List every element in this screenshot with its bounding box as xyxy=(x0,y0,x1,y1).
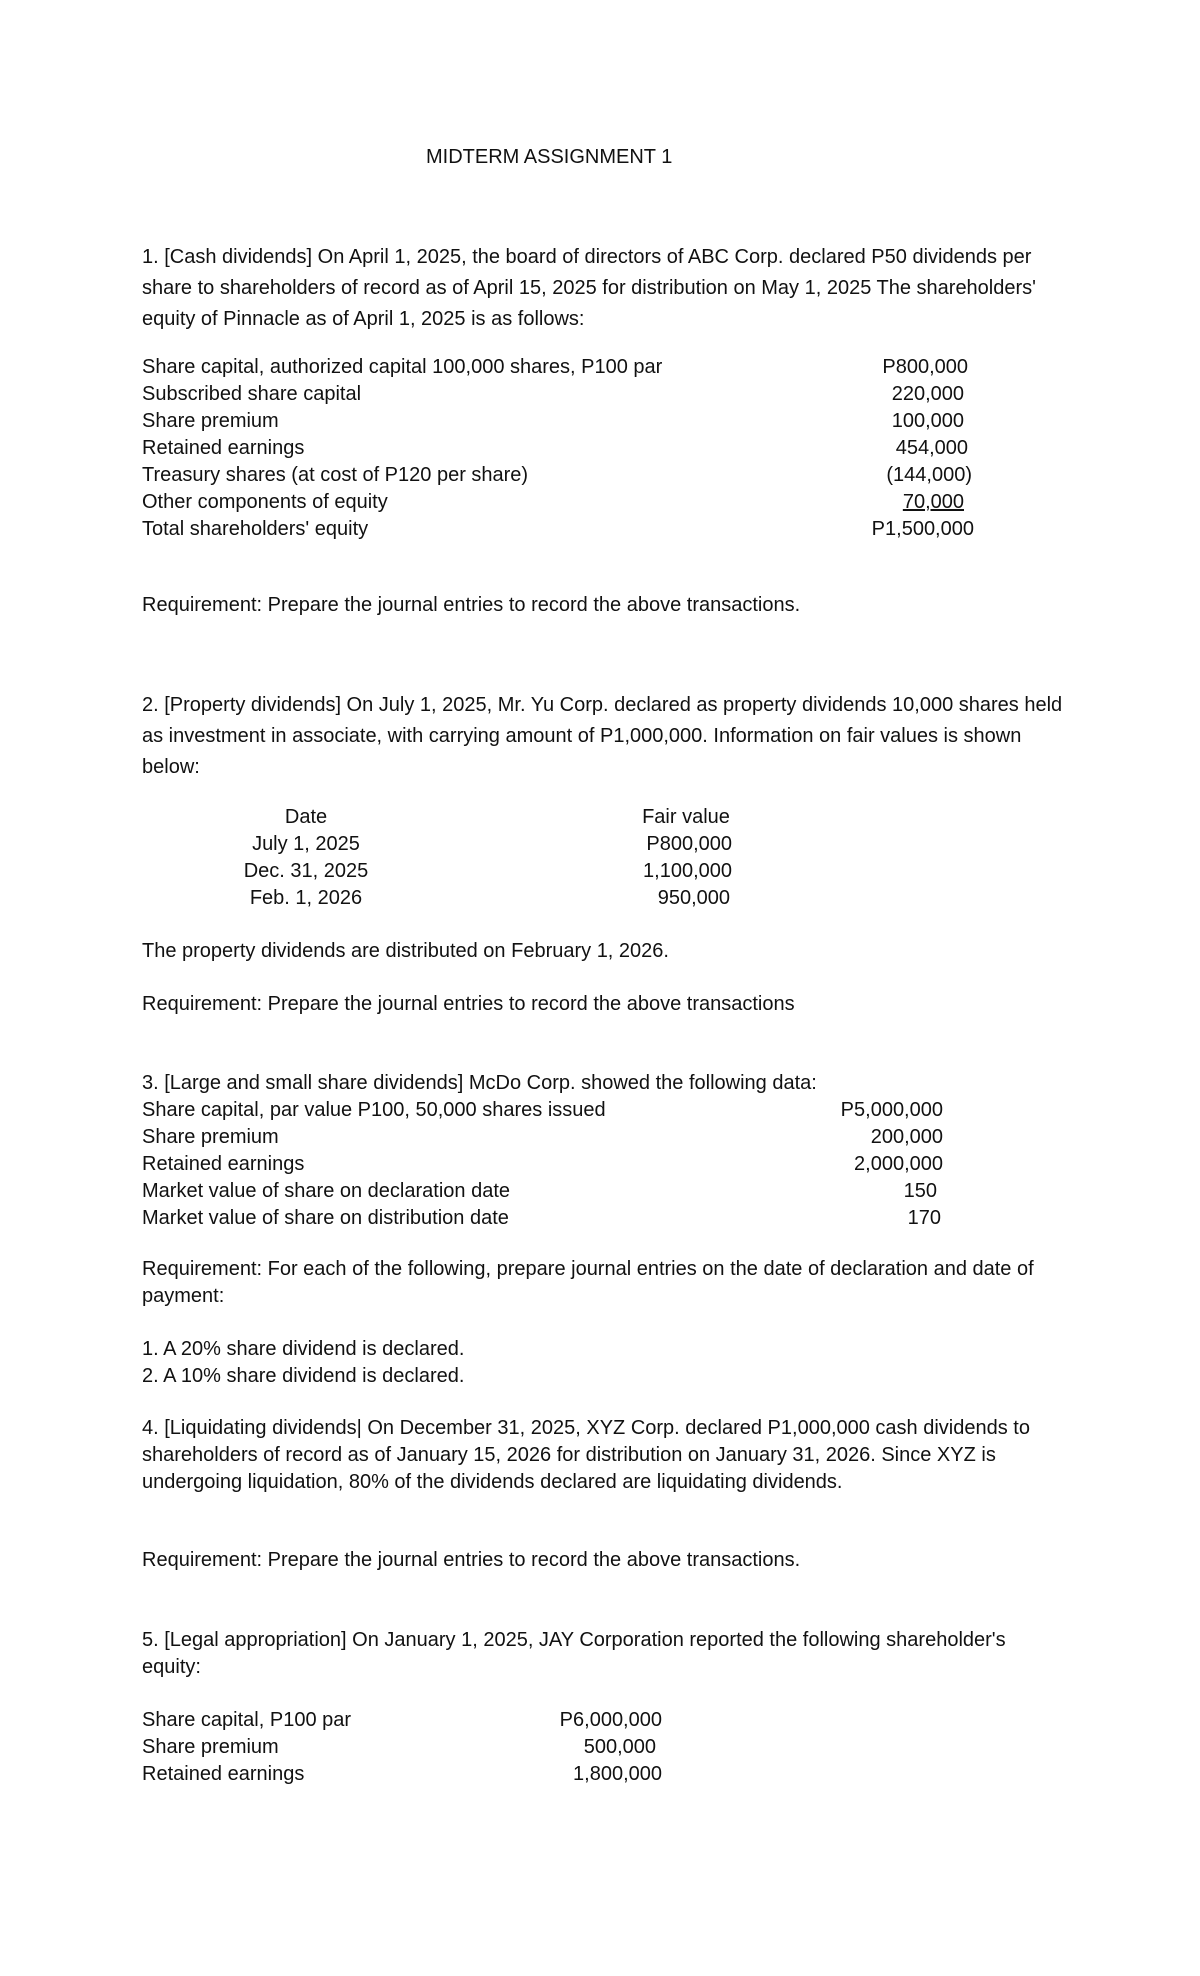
table-row xyxy=(142,1205,942,1232)
row-label: Retained earnings xyxy=(142,437,305,459)
table-row xyxy=(142,435,968,462)
q5-text: 5. [Legal appropriation] On January 1, 2025, JAY Corporation reported the following shareholder's equity: xyxy=(142,1629,1006,1678)
column-header-date: Date xyxy=(284,806,328,828)
row-label: Retained earnings xyxy=(142,1763,305,1785)
row-amount: P800,000 xyxy=(882,356,968,378)
table-row xyxy=(142,1707,662,1734)
row-label: Share premium xyxy=(142,1736,279,1758)
row-label: Share capital, authorized capital 100,000 shares, P100 par xyxy=(142,356,663,378)
row-label: Subscribed share capital xyxy=(142,383,362,405)
row-amount: P1,500,000 xyxy=(871,518,974,540)
row-amount: 100,000 xyxy=(891,410,964,432)
row-label: Market value of share on distribution date xyxy=(142,1207,509,1229)
table-row xyxy=(142,489,964,516)
row-label: Share premium xyxy=(142,410,279,432)
row-label: Share capital, par value P100, 50,000 shares issued xyxy=(142,1099,606,1121)
table-row xyxy=(142,1761,662,1788)
q3-requirement: Requirement: For each of the following, prepare journal entries on the date of declaration and date of payment: xyxy=(142,1258,1034,1307)
q2-requirement: Requirement: Prepare the journal entries to record the above transactions xyxy=(142,993,795,1015)
q1-text: 1. [Cash dividends] On April 1, 2025, the board of directors of ABC Corp. declared P50 dividends per share to shareholders of record as of April 15, 2025 for distribution on May 1, 2025 The shareholders' equity of Pinnacle as of April 1, 2025 is as follows: xyxy=(142,246,1036,330)
table-row xyxy=(142,1097,942,1124)
page-title: MIDTERM ASSIGNMENT 1 xyxy=(426,146,673,168)
row-amount: 70,000 xyxy=(902,491,964,513)
q4-text: 4. [Liquidating dividends| On December 31, 2025, XYZ Corp. declared P1,000,000 cash dividends to shareholders of record as of January 15, 2026 for distribution on January 31, 2026. Since XYZ is undergoing liquidation, 80% of the dividends declared are liquidating dividends. xyxy=(142,1417,1030,1493)
row-amount: 200,000 xyxy=(870,1126,943,1148)
date-cell: Feb. 1, 2026 xyxy=(249,887,363,909)
value-cell: 1,100,000 xyxy=(643,860,732,882)
table-row xyxy=(142,516,974,543)
row-amount: 2,000,000 xyxy=(854,1153,943,1175)
row-amount: P5,000,000 xyxy=(840,1099,943,1121)
row-label: Share capital, P100 par xyxy=(142,1709,352,1731)
q4-requirement: Requirement: Prepare the journal entries to record the above transactions. xyxy=(142,1549,801,1571)
row-amount: 220,000 xyxy=(891,383,964,405)
list-item: 2. A 10% share dividend is declared. xyxy=(142,1365,465,1387)
row-label: Total shareholders' equity xyxy=(142,518,369,540)
row-amount: 150 xyxy=(903,1180,937,1202)
table-row xyxy=(142,1124,942,1151)
q1-requirement: Requirement: Prepare the journal entries to record the above transactions. xyxy=(142,594,801,616)
row-label: Market value of share on declaration date xyxy=(142,1180,510,1202)
table-row xyxy=(142,381,964,408)
table-row xyxy=(142,354,968,381)
value-cell: 950,000 xyxy=(657,887,730,909)
date-cell: Dec. 31, 2025 xyxy=(243,860,369,882)
date-cell: July 1, 2025 xyxy=(252,833,360,855)
row-label: Treasury shares (at cost of P120 per share) xyxy=(142,464,529,486)
table-row xyxy=(142,408,964,435)
row-label: Other components of equity xyxy=(142,491,388,513)
table-row xyxy=(142,1178,942,1205)
row-amount: 170 xyxy=(907,1207,941,1229)
q3-text: 3. [Large and small share dividends] McDo Corp. showed the following data: xyxy=(142,1072,817,1094)
column-header-fair-value: Fair value xyxy=(642,806,730,828)
row-amount: 454,000 xyxy=(895,437,968,459)
table-row xyxy=(142,462,972,489)
table-row xyxy=(142,1151,942,1178)
row-label: Share premium xyxy=(142,1126,279,1148)
list-item: 1. A 20% share dividend is declared. xyxy=(142,1338,465,1360)
table-row xyxy=(142,1734,662,1761)
row-amount: (144,000) xyxy=(886,464,972,486)
row-amount: 500,000 xyxy=(583,1736,656,1758)
row-amount: 1,800,000 xyxy=(573,1763,662,1785)
row-amount: P6,000,000 xyxy=(559,1709,662,1731)
row-label: Retained earnings xyxy=(142,1153,305,1175)
q2-note: The property dividends are distributed on February 1, 2026. xyxy=(142,940,669,962)
value-cell: P800,000 xyxy=(646,833,732,855)
q2-text: 2. [Property dividends] On July 1, 2025, Mr. Yu Corp. declared as property dividends 10,000 shares held as investment in associate, with carrying amount of P1,000,000. Information on fair values is shown below: xyxy=(142,694,1063,778)
